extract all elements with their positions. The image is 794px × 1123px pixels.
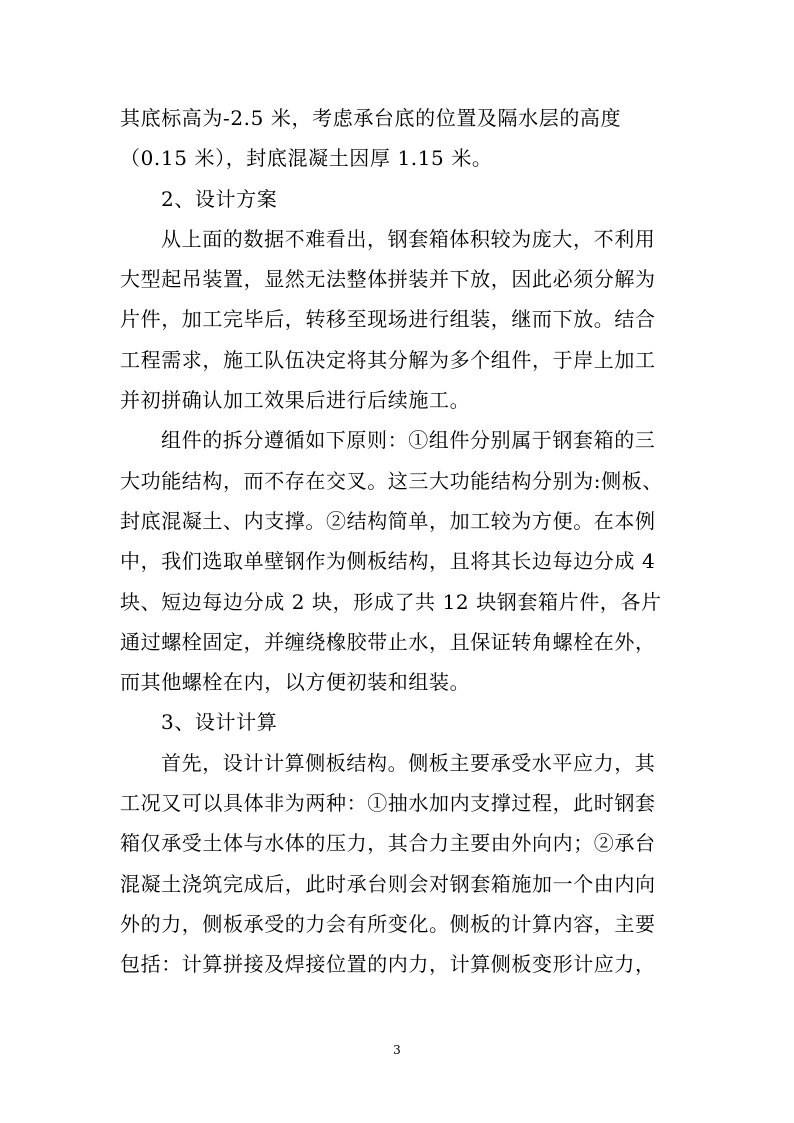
text-line: 片件，加工完毕后，转移至现场进行组装，继而下放。结合 xyxy=(120,307,656,332)
section-heading: 2、设计方案 xyxy=(161,186,278,211)
text-line: 从上面的数据不难看出，钢套箱体积较为庞大，不利用 xyxy=(161,226,656,251)
page-number: 3 xyxy=(393,1043,401,1057)
text-line: 包括：计算拼接及焊接位置的内力，计算侧板变形计应力， xyxy=(120,952,656,977)
text-line: （0.15 米），封底混凝土因厚 1.15 米。 xyxy=(120,146,493,171)
text-line: 工程需求，施工队伍决定将其分解为多个组件，于岸上加工 xyxy=(120,347,656,372)
section-heading: 3、设计计算 xyxy=(161,710,278,735)
body-text xyxy=(120,98,680,985)
text-line: 封底混凝土、内支撑。②结构简单，加工较为方便。在本例 xyxy=(120,508,656,533)
text-line: 其底标高为-2.5 米，考虑承台底的位置及隔水层的高度 xyxy=(120,106,622,130)
text-line: 大型起吊装置，显然无法整体拼装并下放，因此必须分解为 xyxy=(120,267,656,292)
text-line: 首先，设计计算侧板结构。侧板主要承受水平应力，其 xyxy=(161,750,656,775)
text-line: 通过螺栓固定，并缠绕橡胶带止水，且保证转角螺栓在外， xyxy=(120,629,656,654)
text-line: 工况又可以具体非为两种：①抽水加内支撑过程，此时钢套 xyxy=(120,791,656,816)
text-line: 箱仅承受土体与水体的压力，其合力主要由外向内；②承台 xyxy=(120,831,656,856)
text-line: 中，我们选取单壁钢作为侧板结构，且将其长边每边分成 4 xyxy=(120,549,656,574)
text-line: 组件的拆分遵循如下原则：①组件分别属于钢套箱的三 xyxy=(161,428,656,453)
text-line: 而其他螺栓在内，以方便初装和组装。 xyxy=(120,670,471,695)
text-line: 混凝土浇筑完成后，此时承台则会对钢套箱施加一个由内向 xyxy=(120,871,656,896)
text-line: 大功能结构，而不存在交叉。这三大功能结构分别为:侧板、 xyxy=(120,468,663,493)
text-line: 外的力，侧板承受的力会有所变化。侧板的计算内容，主要 xyxy=(120,911,656,936)
text-line: 块、短边每边分成 2 块，形成了共 12 块钢套箱片件，各片 xyxy=(120,589,662,614)
text-line: 并初拼确认加工效果后进行后续施工。 xyxy=(120,388,471,413)
